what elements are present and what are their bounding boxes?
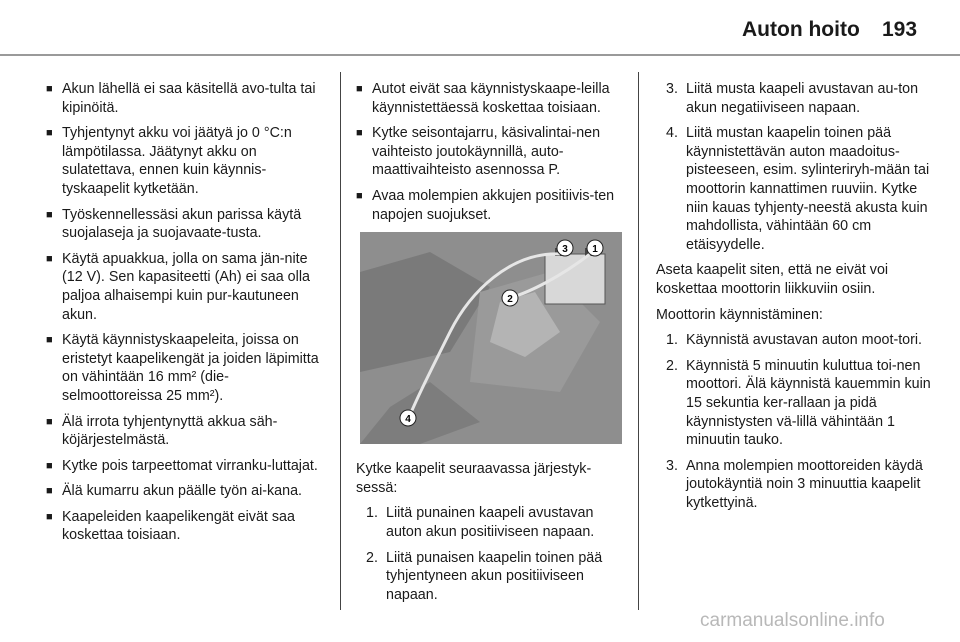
header-rule: [0, 54, 960, 56]
column-divider-2: [638, 72, 639, 610]
list-item: ■ Älä irrota tyhjentynyttä akkua säh-köjärjestelmästä.: [46, 413, 328, 450]
figure-label-1: 1: [592, 244, 598, 256]
column-divider-1: [340, 72, 341, 610]
list-item: ■ Kytke seisontajarru, käsivalintai-nen vaihteisto joutokäynnillä, auto-maattivaihteisto asennossa P.: [356, 124, 628, 180]
paragraph: Moottorin käynnistäminen:: [656, 306, 823, 323]
list-item: ■ Autot eivät saa käynnistyskaape-leilla käynnistettäessä koskettaa toisiaan.: [356, 80, 628, 117]
numbered-item: [356, 549, 628, 605]
list-item: ■ Työskennellessäsi akun parissa käytä suojalaseja ja suojavaate-tusta.: [46, 206, 328, 243]
paragraph: Aseta kaapelit siten, että ne eivät voi koskettaa moottorin liikkuviin osiin.: [656, 262, 889, 297]
item-number: 3.: [666, 81, 678, 97]
item-text: Liitä punainen kaapeli avustavan auton akun positiiviseen napaan.: [386, 505, 595, 540]
list-item: ■ Kytke pois tarpeettomat virranku-luttajat.: [46, 457, 328, 476]
item-number: 2.: [366, 549, 378, 566]
item-number: 4.: [666, 125, 678, 142]
item-number: 1.: [366, 505, 378, 522]
engine-bay-drawing: [360, 232, 622, 444]
item-text: Käynnistä avustavan auton moot-tori.: [686, 332, 923, 349]
list-item: ■ Käytä käynnistyskaapeleita, joissa on eristetyt kaapelikengät ja joiden läpimitta on vähintään 16 mm² (die-selmoottoreissa 25 mm²).: [46, 331, 328, 405]
column-1: [46, 80, 328, 552]
numbered-item: [656, 457, 934, 513]
item-text: Käynnistä 5 minuutin kuluttua toi-nen moottori. Älä käynnistä kauemmin kuin 15 sekuntia ker-rallaan ja pidä käynnistysten vä-lillä vähintään 1 minuutin tauko.: [686, 357, 931, 449]
item-number: 2.: [666, 357, 678, 374]
item-number: 3.: [666, 457, 678, 474]
list-item: ■ Tyhjentynyt akku voi jäätyä jo 0 °C:n lämpötilassa. Jäätynyt akku on sulatettava, ennen kuin käynnis-tyskaapelit kytketään.: [46, 124, 328, 198]
page-number: 193: [882, 18, 918, 41]
list-item: ■ Akun lähellä ei saa käsitellä avo-tulta tai kipinöitä.: [46, 80, 328, 117]
list-item: ■ Älä kumarru akun päälle työn ai-kana.: [46, 482, 328, 501]
column-3: [656, 80, 934, 519]
numbered-item: [356, 504, 628, 541]
figure-label-2: 2: [507, 294, 513, 306]
numbered-item: [656, 357, 934, 450]
item-text: Liitä mustan kaapelin toinen pää käynnistettävän auton maadoitus-pisteeseen, esim. sylinteriryh-mään tai moottorin kannattimen ruuviin. Kytke niin kauas tyhjenty-neestä akusta kuin mahdollista, vähintään 60 cm etäisyydelle.: [686, 125, 930, 253]
item-number: 1.: [666, 332, 678, 349]
list-item: ■ Avaa molempien akkujen positiivis-ten napojen suojukset.: [356, 187, 628, 224]
watermark: carmanualsonline.info: [700, 610, 885, 631]
paragraph: Kytke kaapelit seuraavassa järjestyk-sessä:: [356, 461, 592, 496]
column-2: [356, 80, 628, 611]
section-title: Auton hoito: [742, 18, 860, 41]
numbered-item: [656, 331, 934, 350]
numbered-item: [656, 124, 934, 254]
item-text: Liitä musta kaapeli avustavan au-ton akun negatiiviseen napaan.: [686, 81, 919, 116]
item-text: Anna molempien moottoreiden käydä joutokäyntiä noin 3 minuuttia kaapelit kytkettyinä.: [686, 457, 923, 511]
item-text: Liitä punaisen kaapelin toinen pää tyhjentyneen akun positiiviseen napaan.: [386, 549, 603, 603]
figure-label-4: 4: [405, 414, 411, 426]
figure-label-3: 3: [562, 244, 568, 256]
list-item: ■ Kaapeleiden kaapelikengät eivät saa koskettaa toisiaan.: [46, 508, 328, 545]
battery-jump-start-illustration: [360, 232, 622, 444]
numbered-item: [656, 80, 934, 117]
list-item: ■ Käytä apuakkua, jolla on sama jän-nite (12 V). Sen kapasiteetti (Ah) ei saa olla paljoa alhaisempi kuin pur-kautuneen akun.: [46, 250, 328, 324]
